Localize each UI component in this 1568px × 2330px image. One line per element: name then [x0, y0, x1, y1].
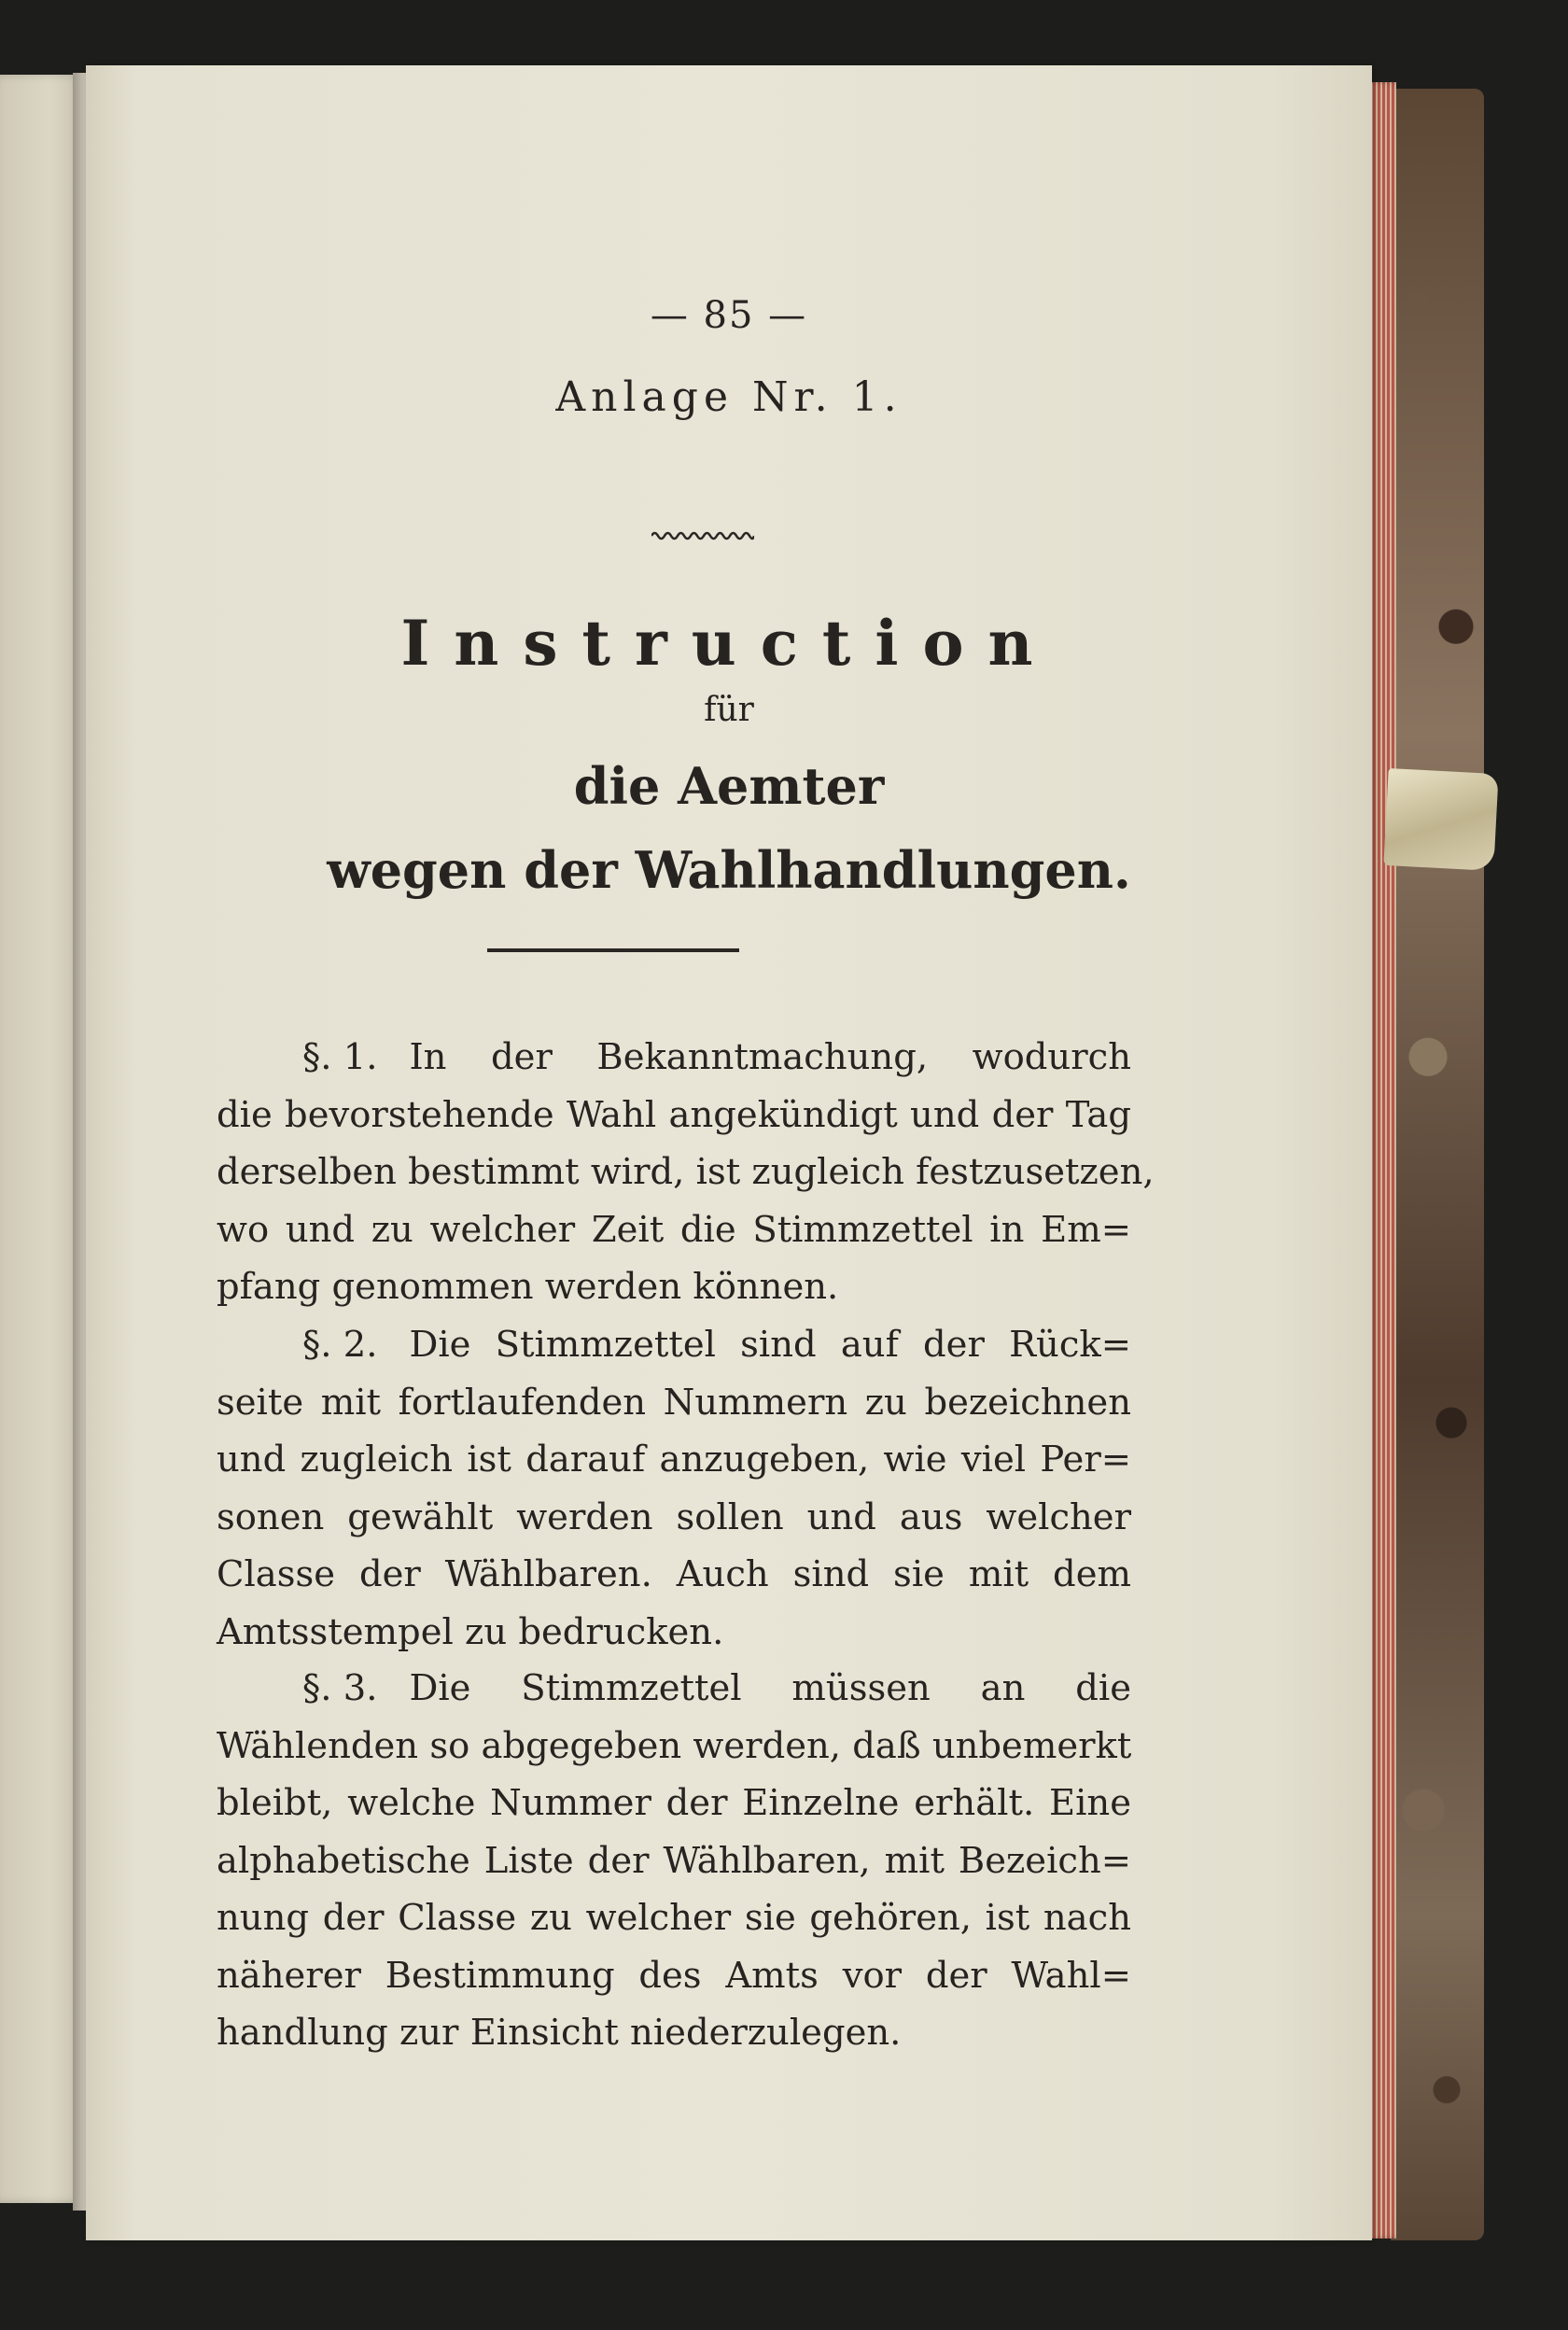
document-title: Instruction — [400, 607, 1057, 680]
paragraph-line: derselben bestimmt wird, ist zugleich festzusetzen, — [217, 1151, 1155, 1193]
subtitle-line-1: die Aemter — [573, 756, 885, 816]
paragraph-line: Amtsstempel zu bedrucken. — [217, 1610, 724, 1653]
previous-page-edge — [0, 75, 82, 2203]
paragraph-line: bleibt, welche Nummer der Einzelne erhält. Eine — [217, 1782, 1131, 1824]
supplement-heading: Anlage Nr. 1. — [555, 373, 903, 421]
paragraph-line: näherer Bestimmung des Amts vor der Wahl= — [217, 1954, 1131, 1997]
book-page — [86, 65, 1372, 2240]
ornament-divider — [651, 530, 754, 541]
paragraph-line: und zugleich ist darauf anzugeben, wie viel Per= — [217, 1439, 1131, 1481]
paragraph-line: Die Stimmzettel sind auf der Rück= — [409, 1324, 1131, 1366]
section-number: §. 2. — [302, 1324, 378, 1366]
title-rule — [487, 948, 739, 952]
paragraph-section-3 — [217, 1660, 1131, 2062]
paragraph-line: In der Bekanntmachung, wodurch — [409, 1036, 1131, 1078]
paper-bookmark — [1383, 768, 1498, 871]
paragraph-line: Wählenden so abgegeben werden, daß unbemerkt — [217, 1724, 1132, 1767]
paragraph-line: die bevorstehende Wahl angekündigt und der Tag — [217, 1093, 1131, 1136]
paragraph-line: handlung zur Einsicht niederzulegen. — [217, 2012, 902, 2054]
page-content — [86, 65, 1372, 2240]
title-preposition: für — [704, 691, 754, 729]
paragraph-line: pfang genommen werden können. — [217, 1266, 839, 1308]
paragraph-line: wo und zu welcher Zeit die Stimmzettel in Em= — [217, 1208, 1131, 1251]
paragraph-line: Classe der Wählbaren. Auch sind sie mit dem — [217, 1553, 1131, 1595]
paragraph-line: seite mit fortlaufenden Nummern zu bezeichnen — [217, 1381, 1131, 1424]
red-page-edges — [1368, 82, 1396, 2239]
paragraph-line: alphabetische Liste der Wählbaren, mit Bezeich= — [217, 1839, 1131, 1882]
paragraph-line: nung der Classe zu welcher sie gehören, ist nach — [217, 1897, 1131, 1939]
page-number: — 85 — — [650, 294, 808, 337]
subtitle-line-2: wegen der Wahlhandlungen. — [327, 840, 1131, 900]
section-number: §. 1. — [302, 1036, 378, 1078]
marbled-cover-board — [1391, 89, 1484, 2240]
paragraph-line: Die Stimmzettel müssen an die — [409, 1667, 1131, 1709]
paragraph-line: sonen gewählt werden sollen und aus welcher — [217, 1495, 1131, 1538]
paragraph-section-2 — [217, 1316, 1131, 1661]
section-number: §. 3. — [302, 1667, 378, 1709]
paragraph-section-1 — [217, 1029, 1155, 1316]
